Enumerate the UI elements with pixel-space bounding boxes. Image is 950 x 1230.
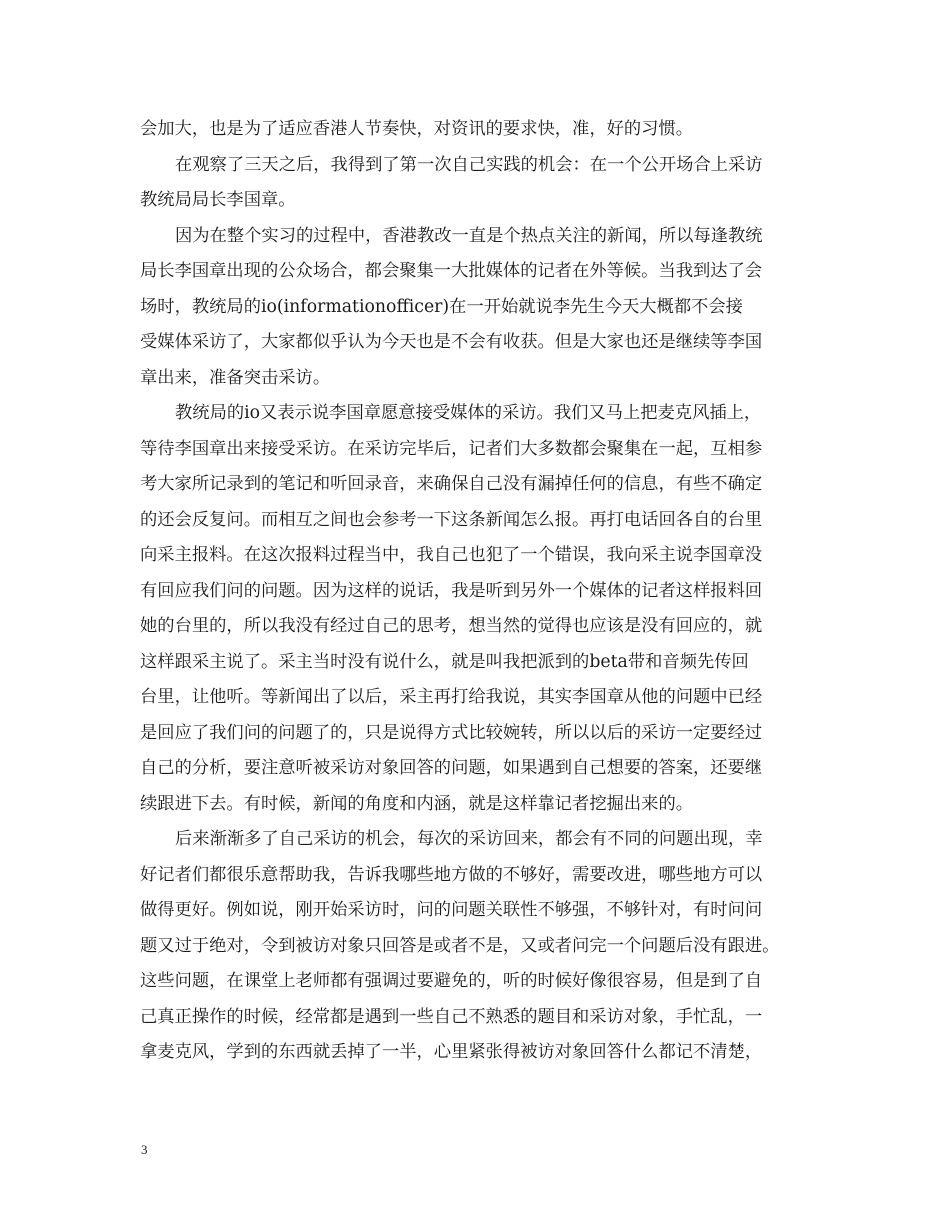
text-line: 台里，让他听。等新闻出了以后，采主再打给我说，其实李国章从他的问题中已经 bbox=[140, 687, 763, 707]
text-line: 己真正操作的时候，经常都是遇到一些自己不熟悉的题目和采访对象，手忙乱，一 bbox=[140, 1006, 763, 1027]
text-line: 拿麦克风，学到的东西就丢掉了一半，心里紧张得被访对象回答什么都记不清楚， bbox=[140, 1042, 763, 1062]
paragraph-first-line: 后来渐渐多了自己采访的机会，每次的采访回来，都会有不同的问题出现，幸 bbox=[175, 829, 763, 849]
text-line: 题又过于绝对，令到被访对象只回答是或者不是，又或者问完一个问题后没有跟进。 bbox=[140, 935, 780, 956]
text-line: 的还会反复问。而相互之间也会参考一下这条新闻怎么报。再打电话回各自的台里 bbox=[140, 509, 763, 530]
paragraph-first-line: 因为在整个实习的过程中，香港教改一直是个热点关注的新闻，所以每逢教统 bbox=[175, 225, 763, 246]
text-line: 这些问题，在课堂上老师都有强调过要避免的，听的时候好像很容易，但是到了自 bbox=[140, 971, 763, 991]
text-line: 好记者们都很乐意帮助我，告诉我哪些地方做的不够好，需要改进，哪些地方可以 bbox=[140, 864, 763, 885]
text-line: 会加大，也是为了适应香港人节奏快，对资讯的要求快，准，好的习惯。 bbox=[140, 119, 694, 139]
text-line: 受媒体采访了，大家都似乎认为今天也是不会有收获。但是大家也还是继续等李国 bbox=[140, 332, 763, 352]
text-line: 做得更好。例如说，刚开始采访时，问的问题关联性不够强，不够针对，有时问问 bbox=[140, 900, 763, 920]
text-line: 局长李国章出现的公众场合，都会聚集一大批媒体的记者在外等候。当我到达了会 bbox=[140, 261, 763, 281]
text-line: 考大家所记录到的笔记和听回录音，来确保自己没有漏掉任何的信息，有些不确定 bbox=[140, 474, 763, 494]
text-line: 场时，教统局的io(informationofficer)在一开始就说李先生今天大概都不会接 bbox=[140, 296, 743, 317]
text-line: 是回应了我们问的问题了的，只是说得方式比较婉转，所以以后的采访一定要经过 bbox=[140, 722, 763, 743]
text-line: 自己的分析，要注意听被采访对象回答的问题，如果遇到自己想要的答案，还要继 bbox=[140, 758, 763, 778]
text-line: 有回应我们问的问题。因为这样的说话，我是听到另外一个媒体的记者这样报料回 bbox=[140, 580, 763, 601]
text-line: 等待李国章出来接受采访。在采访完毕后，记者们大多数都会聚集在一起，互相参 bbox=[140, 438, 763, 459]
paragraph-first-line: 在观察了三天之后，我得到了第一次自己实践的机会：在一个公开场合上采访 bbox=[175, 154, 763, 175]
text-line: 章出来，准备突击采访。 bbox=[140, 367, 331, 388]
text-line: 向采主报料。在这次报料过程当中，我自己也犯了一个错误，我向采主说李国章没 bbox=[140, 545, 763, 565]
body-text bbox=[140, 112, 830, 1071]
page-number: 3 bbox=[141, 1142, 148, 1157]
text-line: 这样跟采主说了。采主当时没有说什么，就是叫我把派到的beta带和音频先传回 bbox=[140, 651, 749, 672]
text-line: 续跟进下去。有时候，新闻的角度和内涵，就是这样靠记者挖掘出来的。 bbox=[140, 793, 694, 814]
paragraph-first-line: 教统局的io又表示说李国章愿意接受媒体的采访。我们又马上把麦克风插上， bbox=[175, 403, 762, 423]
text-line: 她的台里的，所以我没有经过自己的思考，想当然的觉得也应该是没有回应的，就 bbox=[140, 616, 763, 636]
text-line: 教统局局长李国章。 bbox=[140, 190, 296, 210]
